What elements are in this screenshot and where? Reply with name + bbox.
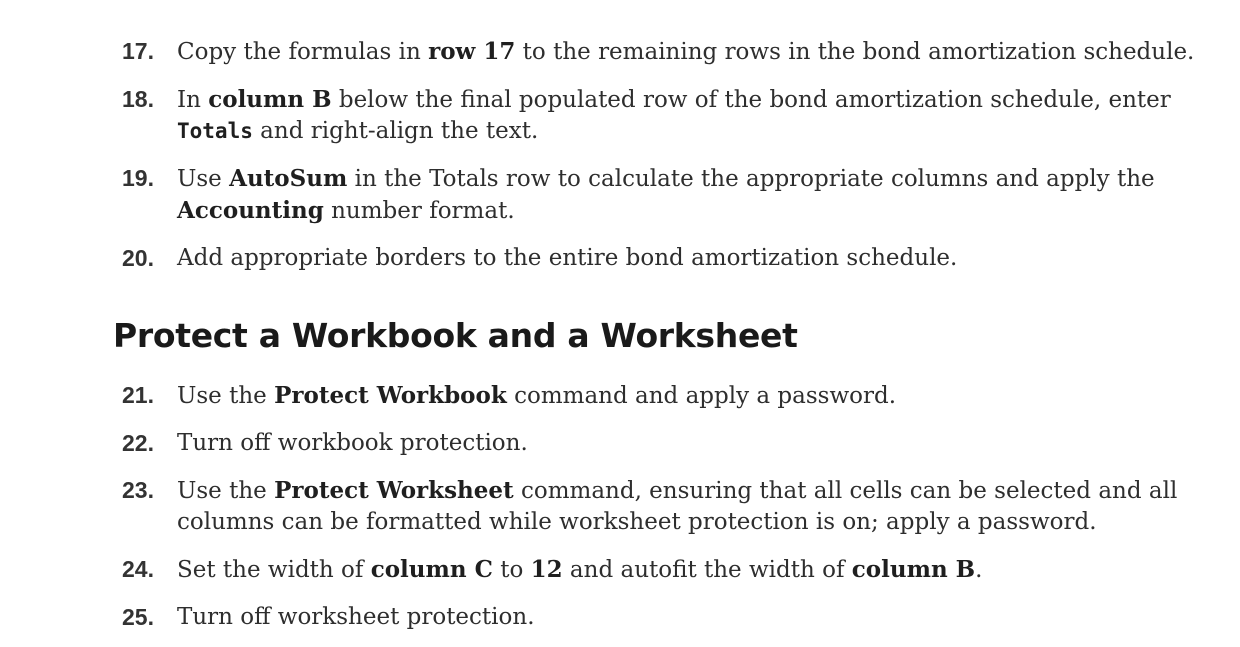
step-number: 18.: [122, 86, 154, 112]
step-text: in the Totals row to calculate the appropriate columns and apply the: [347, 166, 1155, 192]
step-text: Turn off worksheet protection.: [177, 604, 535, 630]
step-19: [0, 163, 1240, 227]
step-17: [0, 36, 1240, 68]
bold-term: Protect Workbook: [274, 382, 507, 409]
step-number: 22.: [122, 430, 154, 456]
step-number: 25.: [122, 604, 154, 630]
code-term: Totals: [177, 119, 253, 143]
step-text: and autofit the width of: [562, 557, 852, 583]
steps-list-bottom: [0, 380, 1240, 633]
bold-term: Accounting: [177, 197, 324, 224]
step-text: number format.: [323, 198, 515, 224]
step-number: 23.: [122, 477, 154, 503]
bold-term: AutoSum: [229, 165, 348, 192]
bold-term: row 17: [428, 38, 516, 65]
step-25: [0, 602, 1240, 633]
step-text: Add appropriate borders to the entire bond amortization schedule.: [177, 245, 958, 271]
bold-term: column B: [851, 556, 976, 583]
bold-term: 12: [530, 556, 563, 583]
step-18: [0, 84, 1240, 147]
step-text: Use: [177, 166, 230, 192]
bold-term: Protect Worksheet: [274, 477, 514, 504]
step-text: command and apply a password.: [506, 383, 897, 409]
bold-term: column B: [208, 86, 332, 113]
step-text: Use the: [177, 478, 275, 504]
step-text: to the remaining rows in the bond amortization schedule.: [515, 39, 1195, 65]
step-text: and right-align the text.: [252, 118, 539, 144]
step-23: [0, 475, 1240, 538]
step-24: [0, 554, 1240, 586]
step-20: [0, 243, 1240, 274]
step-21: [0, 380, 1240, 412]
step-text: In: [177, 87, 209, 113]
step-text: Use the: [177, 383, 275, 409]
step-number: 19.: [122, 165, 154, 191]
step-text: to: [492, 557, 531, 583]
step-number: 20.: [122, 245, 154, 271]
step-text: Copy the formulas in: [177, 39, 429, 65]
bold-term: column C: [370, 556, 493, 583]
step-text: below the final populated row of the bond amortization schedule, enter: [331, 87, 1171, 113]
step-number: 21.: [122, 382, 154, 408]
step-text: .: [975, 557, 983, 583]
step-number: 24.: [122, 556, 154, 582]
steps-list-top: [0, 36, 1240, 274]
section-heading: Protect a Workbook and a Worksheet: [113, 316, 798, 355]
step-22: [0, 428, 1240, 459]
step-number: 17.: [122, 38, 154, 64]
step-text: Set the width of: [177, 557, 371, 583]
step-text: Turn off workbook protection.: [177, 430, 528, 456]
step-text: command, ensuring that all cells can be selected and all columns can be formatted while worksheet protection is on; apply a password.: [177, 478, 1178, 535]
